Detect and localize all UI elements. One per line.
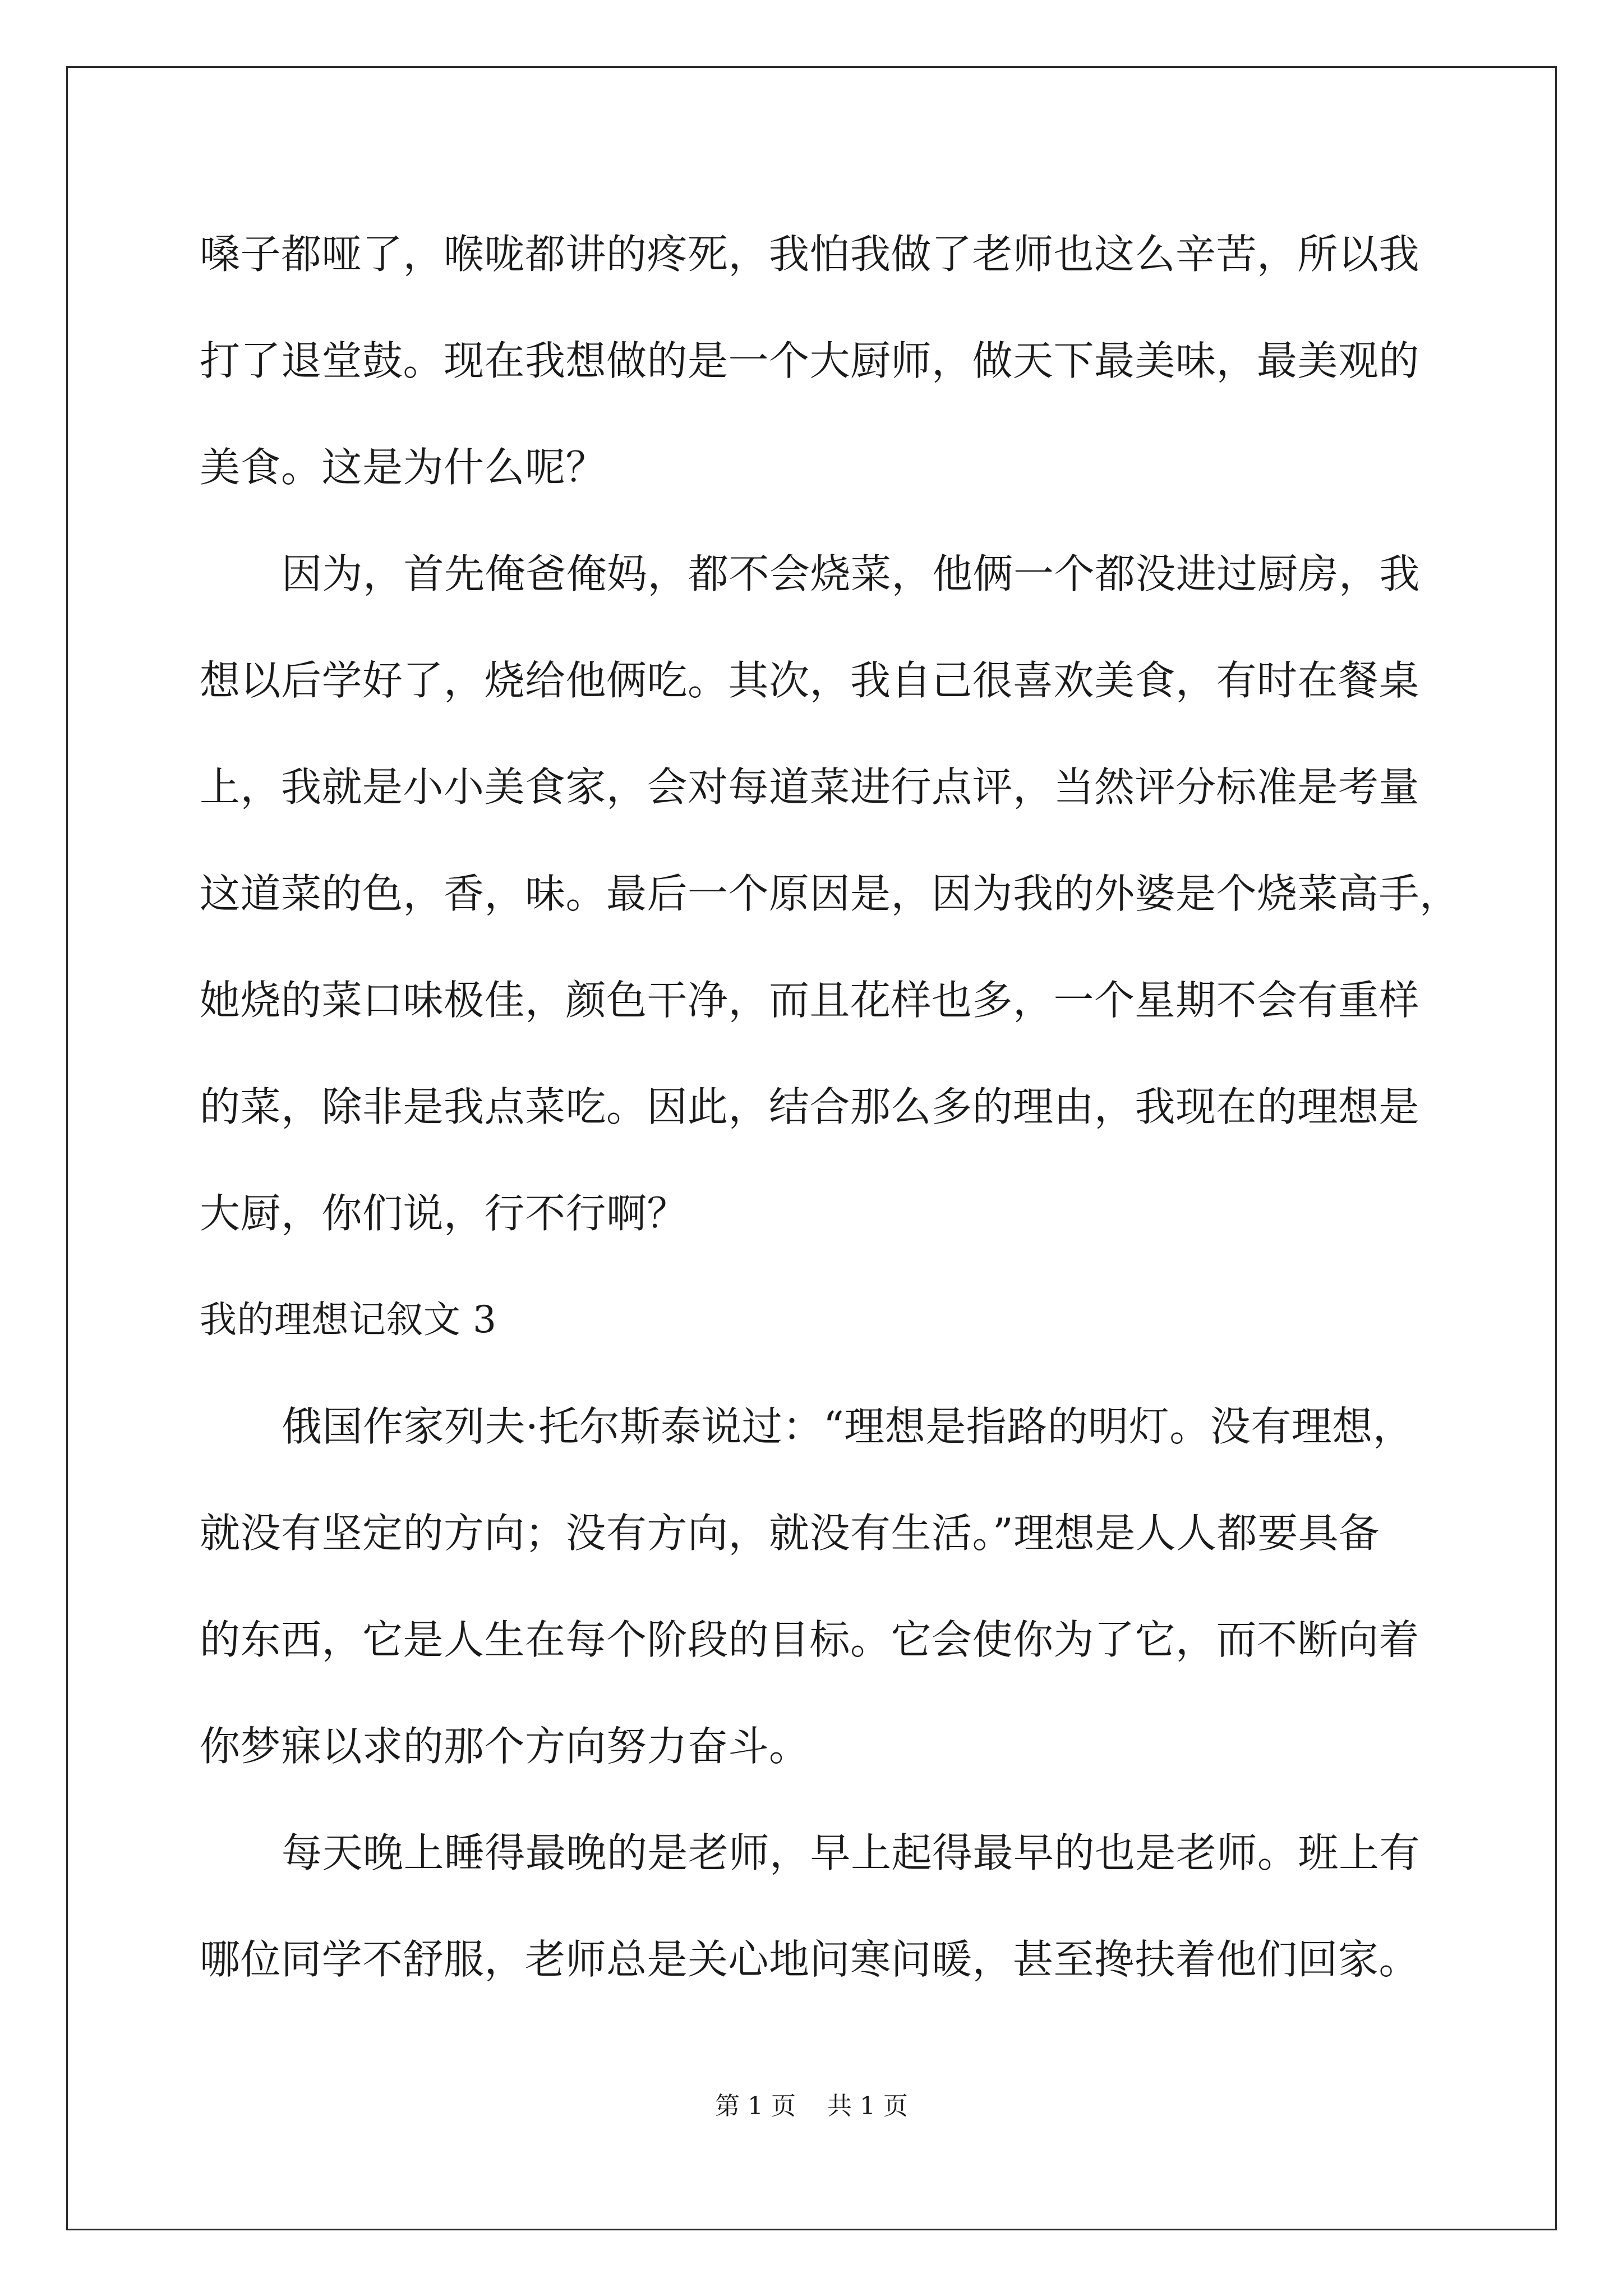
text-line: 嗓子都哑了，喉咙都讲的疼死，我怕我做了老师也这么辛苦，所以我 — [200, 231, 1420, 278]
document-body — [200, 201, 1461, 2013]
text-line: 的东西，它是人生在每个阶段的目标。它会使你为了它，而不断向着 — [200, 1616, 1420, 1663]
text-line: 想以后学好了，烧给他俩吃。其次，我自己很喜欢美食，有时在餐桌 — [200, 657, 1420, 704]
page-number: 第 1 页 — [715, 2092, 796, 2120]
text-line: 哪位同学不舒服，老师总是关心地问寒问暖，甚至搀扶着他们回家。 — [200, 1936, 1420, 1983]
text-line: 上，我就是小小美食家，会对每道菜进行点评，当然评分标准是考量 — [200, 763, 1420, 811]
section-heading: 我的理想记叙文 3 — [200, 1298, 497, 1341]
text-line: 打了退堂鼓。现在我想做的是一个大厨师，做天下最美味，最美观的 — [200, 337, 1420, 384]
text-line: 的菜，除非是我点菜吃。因此，结合那么多的理由，我现在的理想是 — [200, 1083, 1420, 1130]
paragraph-start-line: 因为，首先俺爸俺妈，都不会烧菜，他俩一个都没进过厨房，我 — [282, 550, 1421, 597]
text-line: 这道菜的色，香，味。最后一个原因是，因为我的外婆是个烧菜高手， — [200, 870, 1460, 917]
paragraph-start-line: 俄国作家列夫·托尔斯泰说过：“理想是指路的明灯。没有理想， — [282, 1403, 1414, 1450]
total-pages: 共 1 页 — [827, 2092, 908, 2120]
text-line: 你梦寐以求的那个方向努力奋斗。 — [200, 1723, 810, 1770]
paragraph-start-line: 每天晚上睡得最晚的是老师，早上起得最早的也是老师。班上有 — [282, 1829, 1421, 1876]
text-line: 美食。这是为什么呢？ — [200, 444, 607, 491]
text-line: 她烧的菜口味极佳，颜色干净，而且花样也多，一个星期不会有重样 — [200, 977, 1420, 1024]
page-footer — [0, 2086, 1623, 2122]
text-line: 大厨，你们说，行不行啊？ — [200, 1190, 688, 1237]
text-line: 就没有坚定的方向；没有方向，就没有生活。”理想是人人都要具备 — [200, 1510, 1380, 1557]
